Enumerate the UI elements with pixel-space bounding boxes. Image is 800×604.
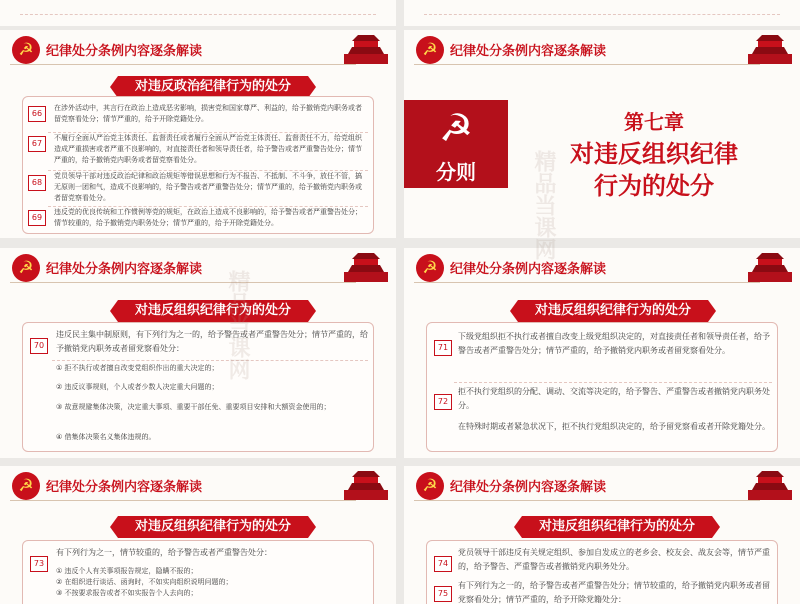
article-intro: 有下列行为之一，情节较重的，给予警告或者严重警告处分： xyxy=(56,548,272,557)
tiananmen-icon xyxy=(340,250,392,284)
article-number-badge: 67 xyxy=(28,136,46,152)
tiananmen-icon xyxy=(744,468,796,502)
header-divider xyxy=(10,64,356,65)
slide-header-title: 纪律处分条例内容逐条解读 xyxy=(46,480,203,495)
party-emblem-icon: ☭ xyxy=(12,254,40,282)
party-emblem-icon: ☭ xyxy=(416,254,444,282)
article-number-badge: 72 xyxy=(434,394,452,410)
slide-chapter-seven[interactable] xyxy=(404,30,800,238)
divider xyxy=(424,14,780,15)
article-text-extra: 在特殊时期或者紧急状况下，拒不执行党组织决定的，给予留党察看或者开除党籍处分。 xyxy=(458,422,770,431)
article-point: ④ 借集体决策名义集体违规的。 xyxy=(56,433,156,441)
chapter-number: 第七章 xyxy=(624,110,684,134)
slide-organizational-discipline-71-72[interactable] xyxy=(404,248,800,458)
slide-top-left-partial[interactable] xyxy=(0,0,396,26)
article-text: 下级党组织拒不执行或者擅自改变上级党组织决定的，对直接责任者和领导责任者，给予警告或者严重警告处分；情节严重的，给予撤销党内职务或者留党察看处分。 xyxy=(458,332,770,355)
party-emblem-icon: ☭ xyxy=(416,472,444,500)
article-text: 有下列行为之一的，给予警告或者严重警告处分；情节较重的，给予撤销党内职务或者留党察看处分；情节严重的，给予开除党籍处分： xyxy=(458,581,770,604)
slide-organizational-discipline-70[interactable] xyxy=(0,248,396,458)
part-label-box xyxy=(404,100,508,188)
article-number-badge: 68 xyxy=(28,175,46,191)
slide-organizational-discipline-74-75[interactable] xyxy=(404,466,800,604)
article-point: ② 在组织进行谈话、函询时，不如实向组织说明问题的； xyxy=(56,578,233,586)
part-label: 分则 xyxy=(436,160,476,184)
header-divider xyxy=(414,64,760,65)
tiananmen-icon xyxy=(340,468,392,502)
slide-political-discipline[interactable] xyxy=(0,30,396,238)
article-number-badge: 71 xyxy=(434,340,452,356)
section-ribbon: 对违反组织纪律行为的处分 xyxy=(118,516,308,538)
party-emblem-icon: ☭ xyxy=(12,36,40,64)
article-number-badge: 75 xyxy=(434,586,452,602)
slide-header-title: 纪律处分条例内容逐条解读 xyxy=(46,262,203,277)
tiananmen-icon xyxy=(340,32,392,66)
header-divider xyxy=(414,500,760,501)
article-text: 不履行全面从严治党主体责任、监督责任或者履行全面从严治党主体责任、监督责任不力，给党组织造成严重损害或者严重不良影响的，对直接责任者和领导责任者，给予警告或者严重警告处分；情节严重的，给予撤销党内职务或者留党察看处分。 xyxy=(54,134,362,164)
slide-header-title: 纪律处分条例内容逐条解读 xyxy=(46,44,203,59)
section-ribbon: 对违反组织纪律行为的处分 xyxy=(522,516,712,538)
tiananmen-icon xyxy=(744,32,796,66)
article-text: 党员领导干部违反有关规定组织、参加自发成立的老乡会、校友会、战友会等，情节严重的，给予警告、严重警告或者撤销党内职务处分。 xyxy=(458,548,770,571)
tiananmen-icon xyxy=(744,250,796,284)
article-number-badge: 66 xyxy=(28,106,46,122)
article-text: 在涉外活动中，其言行在政治上造成恶劣影响，损害党和国家尊严、利益的，给予撤销党内职务或者留党察看处分；情节严重的，给予开除党籍处分。 xyxy=(54,104,362,123)
article-number-badge: 69 xyxy=(28,210,46,226)
divider xyxy=(454,382,772,383)
article-intro: 违反民主集中制原则，有下列行为之一的，给予警告或者严重警告处分；情节严重的，给予撤销党内职务或者留党察看处分： xyxy=(56,330,368,353)
article-point: ③ 不按要求报告或者不如实报告个人去向的； xyxy=(56,589,198,597)
article-point: ② 违反议事规则，个人或者少数人决定重大问题的； xyxy=(56,383,219,391)
slide-organizational-discipline-73[interactable] xyxy=(0,466,396,604)
article-number-badge: 73 xyxy=(30,556,48,572)
article-text: 拒不执行党组织的分配、调动、交流等决定的，给予警告、严重警告或者撤销党内职务处分。 xyxy=(458,387,770,410)
article-text: 违反党的优良传统和工作惯例等党的规矩，在政治上造成不良影响的，给予警告或者严重警告处分；情节较重的，给予撤销党内职务处分；情节严重的，给予开除党籍处分。 xyxy=(54,208,362,227)
header-divider xyxy=(10,500,356,501)
article-point: ① 违反个人有关事项报告规定，隐瞒不报的； xyxy=(56,567,198,575)
slide-header-title: 纪律处分条例内容逐条解读 xyxy=(450,262,607,277)
article-number-badge: 70 xyxy=(30,338,48,354)
article-point: ① 拒不执行或者擅自改变党组织作出的重大决定的； xyxy=(56,364,219,372)
section-ribbon: 对违反组织纪律行为的处分 xyxy=(118,300,308,322)
slide-top-right-partial[interactable] xyxy=(404,0,800,26)
section-ribbon: 对违反政治纪律行为的处分 xyxy=(118,76,308,98)
party-emblem-icon: ☭ xyxy=(12,472,40,500)
divider xyxy=(20,14,376,15)
chapter-title-line-1: 对违反组织纪律 xyxy=(570,140,738,168)
article-text: 党员领导干部对违反政治纪律和政治规矩等错误思想和行为不报告、不抵制、不斗争，放任不管，搞无原则一团和气，造成不良影响的，给予警告或者严重警告处分；情节严重的，给予撤销党内职务或者留党察看处分。 xyxy=(54,172,362,202)
party-emblem-icon: ☭ xyxy=(416,36,444,64)
section-ribbon: 对违反组织纪律行为的处分 xyxy=(518,300,708,322)
slide-header-title: 纪律处分条例内容逐条解读 xyxy=(450,44,607,59)
header-divider xyxy=(10,282,356,283)
header-divider xyxy=(414,282,760,283)
article-number-badge: 74 xyxy=(434,556,452,572)
party-emblem-icon: ☭ xyxy=(438,106,474,150)
slide-header-title: 纪律处分条例内容逐条解读 xyxy=(450,480,607,495)
article-point: ③ 故意规避集体决策，决定重大事项、重要干部任免、重要项目安排和大额资金使用的； xyxy=(56,403,331,411)
chapter-title-line-2: 行为的处分 xyxy=(594,172,714,200)
divider xyxy=(52,360,368,361)
